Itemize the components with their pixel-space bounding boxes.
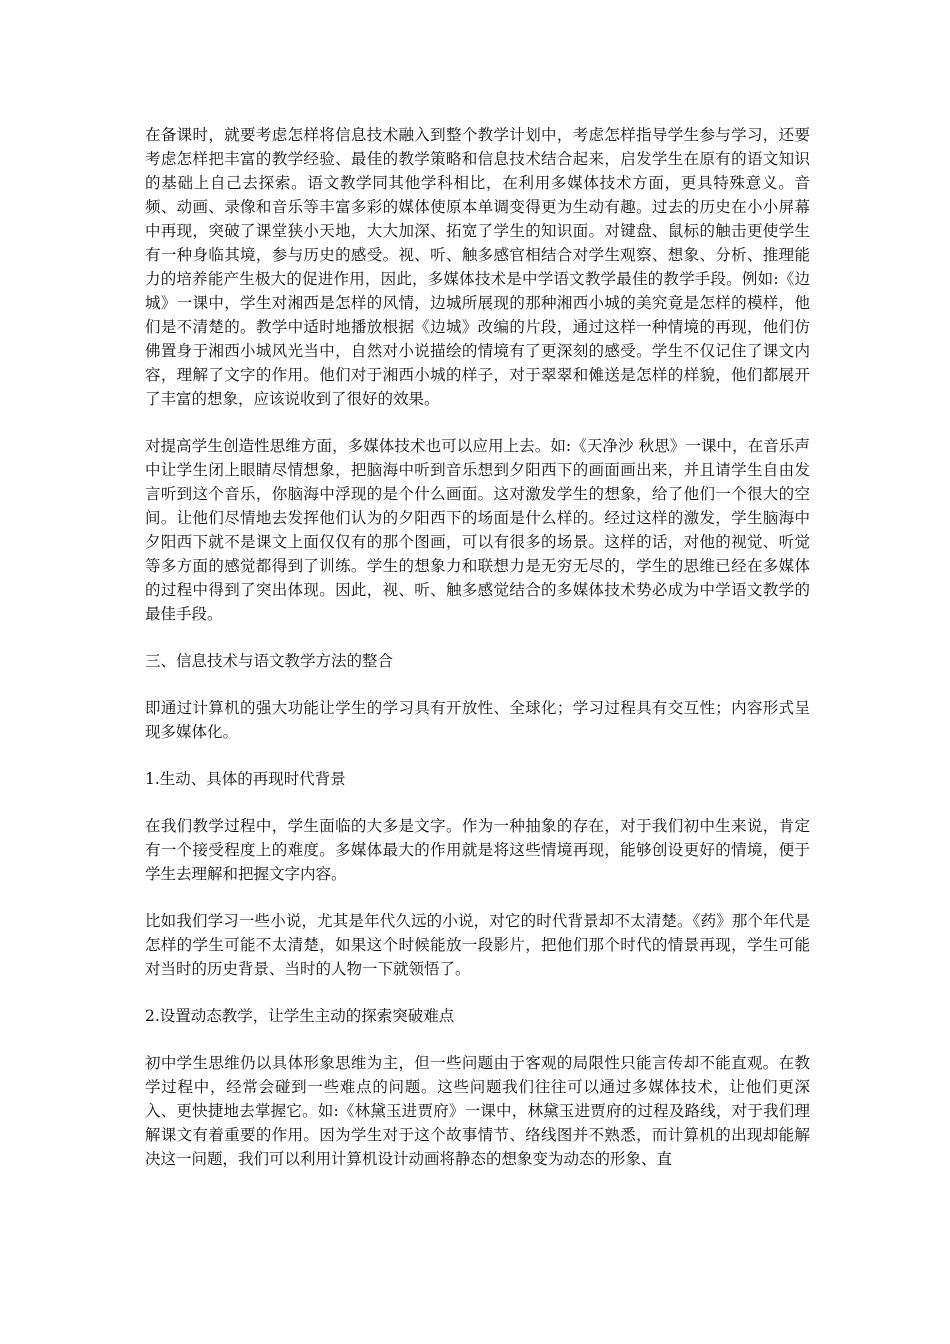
paragraph-novel-background: 比如我们学习一些小说，尤其是年代久远的小说，对它的时代背景却不太清楚。《药》那个年代是怎样的学生可能不太清楚，如果这个时候能放一段影片，把他们那个时代的情景再现，学生可能对当时的历史背景、当时的人物一下就领悟了。: [145, 912, 810, 978]
section-heading-3: 三、信息技术与语文教学方法的整合: [145, 652, 394, 670]
paragraph-text-abstraction: 在我们教学过程中，学生面临的大多是文字。作为一种抽象的存在，对于我们初中生来说，肯定有一个接受程度上的难度。多媒体最大的作用就是将这些情境再现，能够创设更好的情境，便于学生去理解和把握文字内容。: [145, 817, 810, 883]
paragraph-dynamic-teaching: 初中学生思维仍以具体形象思维为主，但一些问题由于客观的局限性只能言传却不能直观。在教学过程中，经常会碰到一些难点的问题。这些问题我们往往可以通过多媒体技术，让他们更深入、更快捷地去掌握它。如:《林黛玉进贾府》一课中，林黛玉进贾府的过程及路线，对于我们理解课文有着重要的作用。因为学生对于这个故事情节、络线图并不熟悉，而计算机的出现却能解决这一问题，我们可以利用计算机设计动画将静态的想象变为动态的形象、直: [145, 1054, 810, 1168]
subheading-1: 1.生动、具体的再现时代背景: [145, 770, 346, 788]
paragraph-creative-thinking: 对提高学生创造性思维方面，多媒体技术也可以应用上去。如:《天净沙 秋思》一课中，在音乐声中让学生闭上眼睛尽情想象，把脑海中听到音乐想到夕阳西下的画面画出来，并且请学生自由发言听到这个音乐，你脑海中浮现的是个什么画面。这对激发学生的想象，给了他们一个很大的空间。让他们尽情地去发挥他们认为的夕阳西下的场面是什么样的。经过这样的激发，学生脑海中夕阳西下就不是课文上面仅仅有的那个图画，可以有很多的场景。这样的话，对他的视觉、听觉等多方面的感觉都得到了训练。学生的想象力和联想力是无穷无尽的，学生的思维已经在多媒体的过程中得到了突出体现。因此，视、听、触多感觉结合的多媒体技术势必成为中学语文教学的最佳手段。: [145, 437, 810, 623]
paragraph-lesson-prep: 在备课时，就要考虑怎样将信息技术融入到整个教学计划中，考虑怎样指导学生参与学习，还要考虑怎样把丰富的教学经验、最佳的教学策略和信息技术结合起来，启发学生在原有的语文知识的基础上自己去探索。语文教学同其他学科相比，在利用多媒体技术方面，更具特殊意义。音频、动画、录像和音乐等丰富多彩的媒体使原本单调变得更为生动有趣。过去的历史在小小屏幕中再现，突破了课堂狭小天地，大大加深、拓宽了学生的知识面。对键盘、鼠标的触击更使学生有一种身临其境，参与历史的感受。视、听、触多感官相结合对学生观察、想象、分析、推理能力的培养能产生极大的促进作用，因此，多媒体技术是中学语文教学最佳的教学手段。例如:《边城》一课中，学生对湘西是怎样的风情，边城所展现的那种湘西小城的美究竟是怎样的模样，他们是不清楚的。教学中适时地播放根据《边城》改编的片段，通过这样一种情境的再现，他们仿佛置身于湘西小城风光当中，自然对小说描绘的情境有了更深刻的感受。学生不仅记住了课文内容，理解了文字的作用。他们对于湘西小城的样子，对于翠翠和傩送是怎样的样貌，他们都展开了丰富的想象，应该说收到了很好的效果。: [145, 126, 810, 408]
subheading-2: 2.设置动态教学，让学生主动的探索突破难点: [145, 1007, 455, 1025]
paragraph-section-intro: 即通过计算机的强大功能让学生的学习具有开放性、全球化；学习过程具有交互性；内容形式呈现多媒体化。: [145, 699, 810, 741]
document-body: [145, 123, 810, 1194]
